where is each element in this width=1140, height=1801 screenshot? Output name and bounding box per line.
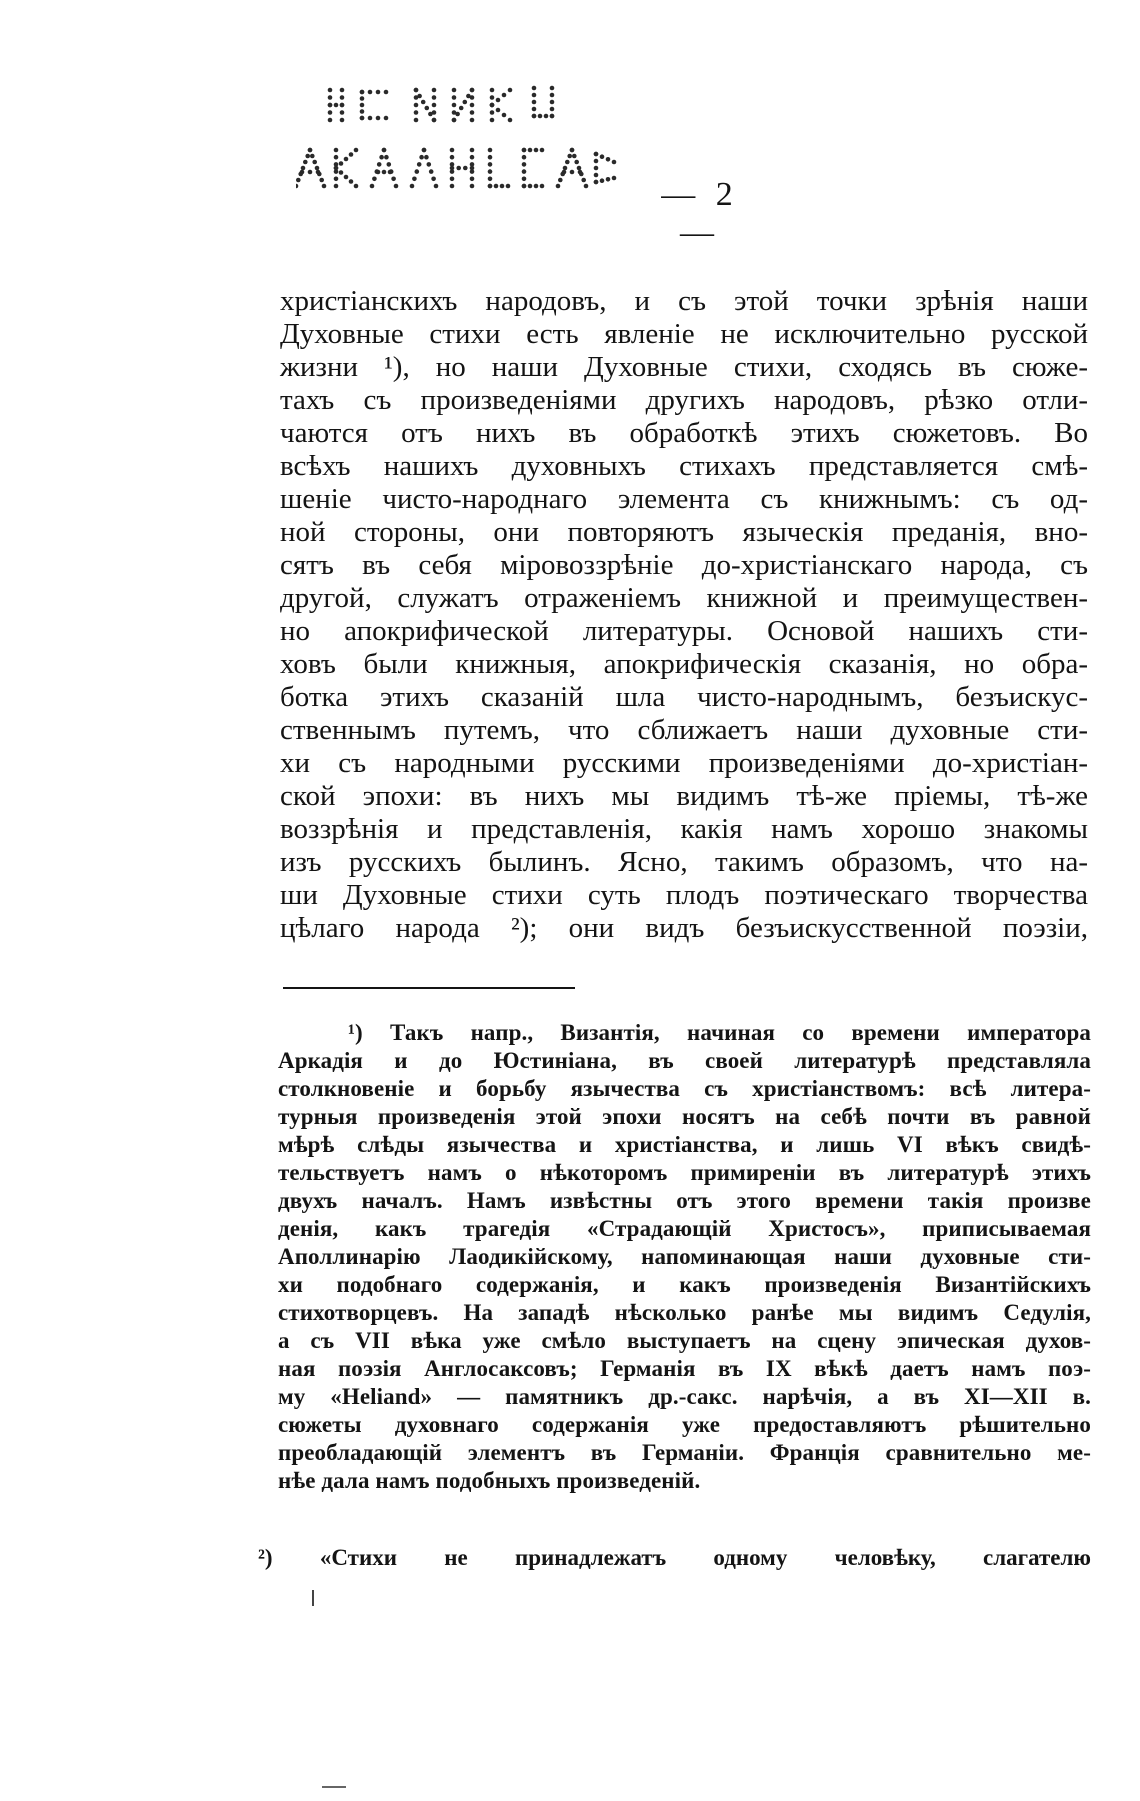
perforation-dot <box>522 155 527 160</box>
perforation-dot <box>334 177 339 182</box>
body-line: но апокрифической литературы. Основой нашихъ сти- <box>280 615 1088 647</box>
footnote-line: му «Heliand» — памятникъ др.-сакс. нарѣчія, а въ XI—XII в. <box>278 1384 1091 1409</box>
perforation-dot <box>450 155 455 160</box>
perforation-dot <box>434 184 439 189</box>
perforation-dot <box>550 86 555 91</box>
perforation-dot <box>455 112 460 117</box>
perforation-dot <box>334 148 339 153</box>
perforation-dot <box>488 169 493 174</box>
bottom-edge-mark <box>322 1786 346 1788</box>
perforation-dot <box>528 184 533 189</box>
perforation-dot <box>450 166 455 171</box>
footnote-line: Аркадія и до Юстиніана, въ своей литературѣ представляла <box>278 1048 1091 1073</box>
perforation-dot <box>328 103 333 108</box>
margin-mark <box>312 1590 314 1606</box>
perforation-dot <box>344 175 349 180</box>
perforation-dot <box>550 100 555 105</box>
perforation-dot <box>538 114 543 119</box>
perforation-dot <box>506 184 511 189</box>
perforation-dot <box>328 118 333 123</box>
body-line: ной стороны, они повторяютъ языческія преданія, вно- <box>280 516 1088 548</box>
perforation-dot <box>303 160 308 165</box>
perforation-dot <box>432 110 437 115</box>
perforation-dot <box>296 178 301 183</box>
perforation-dot <box>429 169 434 174</box>
perforation-dot <box>578 170 583 175</box>
perforation-dot <box>354 148 359 153</box>
perforation-dot <box>300 170 305 175</box>
perforation-dot <box>432 118 437 123</box>
perforation-dot <box>432 95 437 100</box>
perforation-dot <box>372 177 377 182</box>
perforation-dot <box>384 90 389 95</box>
perforation-dot <box>379 155 384 160</box>
perforation-dot <box>594 152 599 157</box>
perforation-dot <box>450 184 455 189</box>
perforation-dot <box>584 184 589 189</box>
perforation-dot <box>417 94 422 99</box>
perforation-dot <box>612 176 617 181</box>
footnote-line: ¹) Такъ напр., Византія, начиная со времени императора <box>348 1020 1091 1045</box>
footnote-line: двухъ началъ. Намъ извѣстны отъ этого времени такія произве <box>278 1188 1091 1213</box>
perforation-dot <box>488 148 493 153</box>
perforation-dot <box>384 116 389 121</box>
perforation-dot <box>594 180 599 185</box>
footnote-line: ная поэзія Англосаксовъ; Германія въ IX вѣкѣ даетъ намъ поэ- <box>278 1356 1091 1381</box>
footnote-separator <box>283 987 575 989</box>
perforation-dot <box>534 148 539 153</box>
perforation-dot <box>463 100 468 105</box>
footnote-line: хи подобнаго содержанія, и какъ произведенія Византійскихъ <box>278 1272 1091 1297</box>
footnote-line: тельствуетъ намъ о нѣкоторомъ примиреніи въ литературѣ этихъ <box>278 1160 1091 1185</box>
perforation-dot <box>340 95 345 100</box>
perforation-dot <box>360 109 365 114</box>
perforation-dot <box>452 103 457 108</box>
perforation-dot <box>522 148 527 153</box>
perforation-dot <box>328 110 333 115</box>
perforation-dot <box>488 184 493 189</box>
body-line: Духовные стихи есть явленіе не исключительно русской <box>280 318 1088 350</box>
body-line: другой, служатъ отраженіемъ книжной и преимуществен- <box>280 582 1088 614</box>
body-line: тахъ съ произведеніями другихъ народовъ, рѣзко отли- <box>280 384 1088 416</box>
perforation-dot <box>340 103 345 108</box>
perforation-dot <box>522 184 527 189</box>
perforation-dot <box>577 166 582 171</box>
perforation-dot <box>432 88 437 93</box>
perforation-dot <box>570 148 575 153</box>
perforation-dot <box>421 100 426 105</box>
perforation-dot <box>488 162 493 167</box>
perforation-dot <box>572 154 577 159</box>
perforation-dot <box>540 184 545 189</box>
perforation-dot <box>377 162 382 167</box>
perforation-dot <box>354 184 359 189</box>
perforation-dot <box>360 90 365 95</box>
perforation-dot <box>540 148 545 153</box>
perforation-dot <box>334 103 339 108</box>
perforation-dot <box>522 162 527 167</box>
perforation-dot <box>532 114 537 119</box>
body-line: ши Духовные стихи суть плодъ поэтическаго творчества <box>280 879 1088 911</box>
perforation-dot <box>470 95 475 100</box>
perforation-dot <box>594 166 599 171</box>
body-line: ховъ были книжныя, апокрифическія сказанія, но обра- <box>280 648 1088 680</box>
perforation-dot <box>606 157 611 162</box>
perforation-dot <box>565 160 570 165</box>
perforation-dot <box>340 110 345 115</box>
footnote-line: а съ VII вѣка уже смѣло выступаетъ на сцену эпическая духов- <box>278 1328 1091 1353</box>
perforation-dot <box>368 90 373 95</box>
body-line: воззрѣнія и представленія, какія намъ хорошо знакомы <box>280 813 1088 845</box>
perforation-dot <box>470 118 475 123</box>
perforation-dot <box>319 178 324 183</box>
body-text <box>280 285 1088 945</box>
perforation-dot <box>522 169 527 174</box>
perforation-dot <box>414 103 419 108</box>
perforation-dot <box>349 179 354 184</box>
perforation-dot <box>417 162 422 167</box>
perforation-dot <box>574 160 579 165</box>
perforation-dot <box>508 88 513 93</box>
perforation-dot <box>312 160 317 165</box>
body-line: ской эпохи: въ нихъ мы видимъ тѣ-же пріемы, тѣ-же <box>280 780 1088 812</box>
perforation-dot <box>315 166 320 171</box>
perforation-dot <box>470 103 475 108</box>
perforation-dot <box>463 166 468 171</box>
perforation-dot <box>415 169 420 174</box>
footnote-line: преобладающій элементъ въ Германіи. Франція сравнительно ме- <box>278 1440 1091 1465</box>
perforated-library-stamp <box>296 78 656 208</box>
perforation-dot <box>558 178 563 183</box>
perforation-dot <box>488 155 493 160</box>
perforation-dot <box>339 170 344 175</box>
perforation-dot <box>349 152 354 157</box>
footnote-line: мѣрѣ слѣды язычества и христіанства, и лишь VI вѣкъ свидѣ- <box>278 1132 1091 1157</box>
footnote-line: столкновеніе и борьбу язычества съ христіанствомъ: всѣ литера- <box>278 1076 1091 1101</box>
perforation-dot <box>376 116 381 121</box>
perforation-dot <box>470 148 475 153</box>
perforation-dot <box>528 148 533 153</box>
body-line: изъ русскихъ былинъ. Ясно, такимъ образомъ, что на- <box>280 846 1088 878</box>
footnote-line: нѣе дала намъ подобныхъ произведеній. <box>278 1468 701 1493</box>
perforation-dot <box>490 118 495 123</box>
body-line: цѣлаго народа ²); они видъ безъискусственной поэзіи, <box>280 912 1088 944</box>
perforation-dot <box>500 184 505 189</box>
perforation-dot <box>606 177 611 182</box>
perforation-dot <box>562 170 567 175</box>
perforation-dot <box>600 154 605 159</box>
perforation-dot <box>360 103 365 108</box>
perforation-dot <box>452 118 457 123</box>
perforation-dot <box>360 96 365 101</box>
perforation-dot <box>339 161 344 166</box>
perforation-dot <box>394 184 399 189</box>
perforation-dot <box>382 170 387 175</box>
body-line: христіанскихъ народовъ, и съ этой точки зрѣнія наши <box>280 285 1088 317</box>
perforation-dot <box>427 162 432 167</box>
perforation-dot <box>470 177 475 182</box>
perforation-dot <box>522 177 527 182</box>
footnote-line: сюжеты духовнаго содержанія уже предоставляютъ рѣшительно <box>278 1412 1091 1437</box>
perforation-dot <box>432 103 437 108</box>
perforation-dot <box>470 88 475 93</box>
perforation-dot <box>340 118 345 123</box>
perforation-dot <box>470 155 475 160</box>
perforation-dot <box>387 162 392 167</box>
perforation-dot <box>502 113 507 118</box>
body-line: хи съ народными русскими произведеніями до-христіан- <box>280 747 1088 779</box>
perforation-dot <box>308 170 313 175</box>
perforation-dot <box>490 88 495 93</box>
body-line: жизни ¹), но наши Духовные стихи, сходясь въ сюже- <box>280 351 1088 383</box>
perforation-dot <box>316 170 321 175</box>
perforation-dot <box>556 184 561 189</box>
perforation-dot <box>450 148 455 153</box>
perforation-dot <box>340 88 345 93</box>
perforation-dot <box>308 148 313 153</box>
perforation-dot <box>334 166 339 171</box>
perforation-dot <box>490 110 495 115</box>
perforation-dot <box>532 100 537 105</box>
perforation-dot <box>431 177 436 182</box>
perforation-dot <box>370 184 375 189</box>
footnote-2: ²) «Стихи не принадлежатъ одному человѣку, слагателю <box>258 1545 1091 1570</box>
perforation-dot <box>376 90 381 95</box>
perforation-dot <box>496 98 501 103</box>
perforation-dot <box>550 93 555 98</box>
perforation-dot <box>550 107 555 112</box>
perforation-dot <box>550 114 555 119</box>
perforation-dot <box>532 86 537 91</box>
footnote-line: денія, какъ трагедія «Страдающій Христосъ», приписываемая <box>278 1216 1091 1241</box>
page-number: — 2 — <box>661 176 739 251</box>
perforation-dot <box>412 177 417 182</box>
perforation-dot <box>425 106 430 111</box>
perforation-dot <box>388 170 393 175</box>
footnote-1 <box>278 1019 1091 1495</box>
perforation-dot <box>594 173 599 178</box>
perforation-dot <box>470 110 475 115</box>
perforation-dot <box>600 178 605 183</box>
perforation-dot <box>414 88 419 93</box>
perforation-dot <box>419 155 424 160</box>
perforation-dot <box>334 155 339 160</box>
perforation-dot <box>490 103 495 108</box>
perforation-dot <box>301 166 306 171</box>
perforation-dot <box>310 154 315 159</box>
perforation-dot <box>450 177 455 182</box>
perforation-dot <box>296 184 298 189</box>
perforation-dot <box>594 159 599 164</box>
perforation-dot <box>414 118 419 123</box>
perforation-dot <box>567 154 572 159</box>
perforation-dot <box>570 170 575 175</box>
perforation-dot <box>563 166 568 171</box>
perforation-dot <box>508 118 513 123</box>
perforation-dot <box>384 155 389 160</box>
body-line: ственнымъ путемъ, что сближаетъ наши духовные сти- <box>280 714 1088 746</box>
perforation-dot <box>490 95 495 100</box>
perforation-dot <box>612 160 617 165</box>
footnote-line: Аполлинарію Лаодикійскому, напоминающая наши духовные сти- <box>278 1244 1091 1269</box>
perforation-dot <box>344 157 349 162</box>
perforation-dot <box>368 116 373 121</box>
perforation-dot <box>391 177 396 182</box>
perforation-dot <box>376 170 381 175</box>
body-line: ботка этихъ сказаній шла чисто-народнымъ, безъискус- <box>280 681 1088 713</box>
perforation-dot <box>532 107 537 112</box>
footnote-line: стихотворцевъ. На западѣ нѣсколько ранѣе мы видимъ Седулія, <box>278 1300 1091 1325</box>
perforation-dot <box>532 93 537 98</box>
perforation-dot <box>544 114 549 119</box>
perforation-dot <box>488 177 493 182</box>
perforation-dot <box>502 93 507 98</box>
perforation-dot <box>334 184 339 189</box>
perforation-dot <box>414 110 419 115</box>
perforation-dot <box>452 95 457 100</box>
perforation-dot <box>322 184 327 189</box>
body-line: шеніе чисто-народнаго элемента съ книжнымъ: съ од- <box>280 483 1088 515</box>
perforation-dot <box>452 88 457 93</box>
perforation-dot <box>496 108 501 113</box>
perforation-dot <box>422 148 427 153</box>
perforation-dot <box>328 88 333 93</box>
perforation-dot <box>494 184 499 189</box>
perforation-dot <box>360 116 365 121</box>
perforation-dot <box>456 166 461 171</box>
footnote-line: турныя произведенія этой эпохи носятъ на себѣ почти въ равной <box>278 1104 1091 1129</box>
perforation-dot <box>382 148 387 153</box>
perforation-dot <box>328 95 333 100</box>
perforation-dot <box>581 178 586 183</box>
body-line: чаются отъ нихъ въ обработкѣ этихъ сюжетовъ. Во <box>280 417 1088 449</box>
perforation-dot <box>470 166 475 171</box>
perforation-dot <box>459 106 464 111</box>
perforation-dot <box>470 184 475 189</box>
perforation-dot <box>424 155 429 160</box>
perforation-dot <box>534 184 539 189</box>
body-line: всѣхъ нашихъ духовныхъ стихахъ представляется смѣ- <box>280 450 1088 482</box>
perforation-dot <box>410 184 415 189</box>
perforation-dot <box>305 154 310 159</box>
body-line: сятъ въ себя міровоззрѣніе до-христіанскаго народа, съ <box>280 549 1088 581</box>
